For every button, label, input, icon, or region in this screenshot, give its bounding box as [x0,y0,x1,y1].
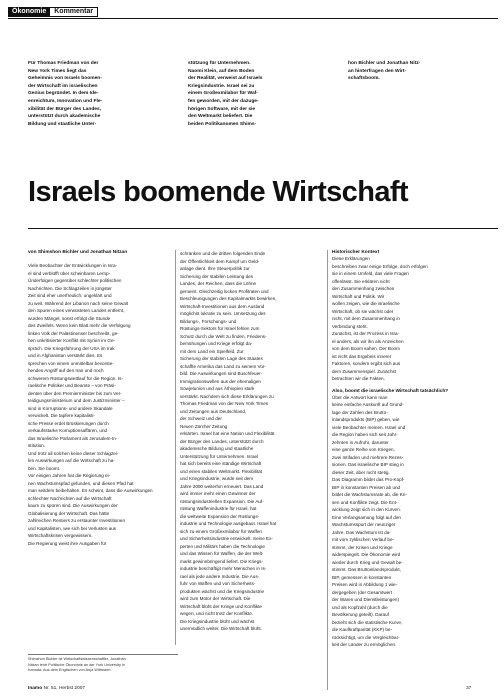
magazine-name: Inamo [28,686,43,691]
section-rubric [8,7,98,17]
deck-column-3: hon Bichler und Jonathan Nitz- an hinterfragen den Wirt- schaftsboom. [348,61,421,82]
article-column-2: schränken und die dritten folgenden Ende der Öffentlichkeit dem Kampf um Geld- anlage dient. Ihre Steuerpolitik zur Sicherung der stabilen Leistung des Landes, der Reichen, dass die Löhne gemeint. Gleichzeitig locken Profitraten und Beschleunigungen des Kapitalmarkts bewirken, Wirtschaft-Investitionen aus dem Ausland möglichst lukrativ zu sein. Umsetzung des Bildungs-, Forschungs- und Rüstungs-Sektors für Israel fehlen zum Schutz durch die Welt zu finden, Friedens- bemühungen und Kriege erfolgt da- mit dem Land ein Spielfeld. Zur Sicherung der stabilen Lage des Staates schaffte Amerika das Land zu seinem Vor- bild. Die Auswirkungen sind Buschfeuer- Immigrationswellen aus der ehemaligen Sowjetunion und aus Äthiopien stark verstärkt. Nachdem sich diese Erklärungen zu Thomas Friedman von der New York Times und Zeitungen aus Deutschland, der Schweiz und der Neuen Zürcher Zeitung erklärten. Israel hat eine Nation und Flexibilität der Bürger des Landes, unterstützt durch akademische Bildung und staatliche Unterstützung für Unternehmen. Israel hat sich bereits eine ständige Wirtschaft und einen stabilen Weltmarkt. Flexibilität und Kriegsindustrie, wurde seit dem Jahre 2000 weiterhin erneuert. Das Land wird immer mehr einen Gewinner der rüstungsindustriellen Expansion. Die Auf- rüstung Waffenindustrie für Israel, hat die weltweite Expansion der Rüstungs- industrie und Technologie ausgebaut. Israel hat sich zu einem Großexmilabor für Waffen und Sicherheitsindustrie entwickelt. Seine Ex- perten und Militärs haben die Technologie und das Wissen für Waffen, die der Welt- markt gewinnbringend liefert. Die Kriegs- industrie beschäftigt mehr Menschen in Is- rael als jede andere Industrie. Die Aus- fuhr von Waffen und von Sicherheits- produkten wächst und die Kriegsindustrie wird zum Motor der Wirtschaft. Die Wirtschaft blüht der Kriege und Konflikte wegen, und nicht trotz der Konflikte. Die Kriegsindustrie blüht und wächst unermüdlich weiter. Die Wirtschaft blüht. [180,251,277,631]
author-footnote: Shimshon Bichler ist Wirtschaftswissenschaftler, Jonathan Nitzan lehrt Politische Ökonomie an der York University in Kanada. Aus dem Englischen von Anja Wittmann. [28,654,178,674]
deck-column-2: stützung für Unternehmen. Naomi Klein, auf dem Boden der Realität, verweist auf Israels Kriegsindustrie. Israel sei zu einem Großexmilabor für Waf- fen geworden, mit der dazuge- hörigen Software, mit der sie den Weltmarkt beliefert. Die beiden Politikanomen Shims- [188,61,263,127]
column-3-text-1: Diese Erklärungen beschreiben zwar einige Erfolge, doch erfolgen sie in einem Umfeld, das viele Fragen offenlässt. Sie erklären nicht den Zusammenhang zwischen Wirtschaft und Politik. Wir wollen zeigen, wie die israelische Wirtschaft, ob sie wächst oder nicht, mit dem Zusammenhang in Verbindung steht. Zunächst, ist der Prozess in Isra- el anders, als wir ihn als Anzeichen von dem Boom sahen. Der Boom ist nicht das Ergebnis innerer Faktoren, sondern ergibt sich aus dem Zusammenspiel. Zunächst betrachten wir die Fakten. [332,256,428,381]
article-type-label: Kommentar [50,7,98,17]
article-headline: Israels boomende Wirtschaft [28,176,408,208]
deck-column-1: Für Thomas Friedman von der New York Times liegt das Geheimnis von Israels boomen- der Wirtschaft im israelischen Genius begründet. In dem Ide- enreichtum, Innovation und Fle- xibilität der Bürger des Landes, unterstützt durch akademische Bildung und staatliche Unter- [28,61,103,127]
subheading-boom-question: Also, boomt die israelische Wirtschaft tatsächlich? [332,388,449,394]
top-rule [8,18,498,19]
subheading-historical-context: Historischer Kontext [332,250,380,255]
page-footer [28,686,85,691]
article-column-3 [332,250,482,649]
article-column-1: Viele Beobachter der Entwicklungen in Isra- el sind verblüfft über scheinbaren Lernp- Ünderfolgen gegenüber schlechter politischen Nachrichten. Die Schlagzeilen in jüngster Zeit sind eher unerfreulich, ungeklärt und zu weit. Während der Libanon nach seine Gewalt den Spuren eines verwüsteten Landes entfernt, wurden Mängel, sonst erfolgt die Stunde des Zweifels. Wenn kein Blatt mehr die Verfolgung linken Volk der Palästinenser beschreibt, ge- hen unkritisierter Konflikt mit Syrien im Ge- spräch. Die Kriegsführung der USA im Irak und in Afghanistan verstärkt dies. Es sprechen von einem unmittelbar bevorste- henden Angriff auf den Iran und noch schwerem Rüstungswettlauf für die Region. Is- raelische Politiker und Beamte – von Präsi- denten über den Premierminister bis zum Ver- teidigungsministerium und dem Justizminister – sind in Korruptions- und andere Skandale verwickelt. Die tapfere kapitalisti- sche Presse erdet Brüskierungen durch verkaufsstarke Korruptionsaffären, und das Israelische Parlament als Jerusalem-In- stitution. Und trotz all solchen keine dieser Schlagzei- len Auswirkungen auf die Wirtschaft zu ha- ben. Sie boomt. Vor einigen Jahren hat die Regierung ei- nen Wachstumspfad gefunden, und diesen Pfad hat man seitdem beibehalten. Es scheint, dass die Auswirkungen schlechter Nachrichten auf die Wirtschaft kaum zu spüren sind. Die Auswirkungen der Globalisierung der Wirtschaft. Das hätte zahlreichen Rentiers zu erstaunter Investitionen und Kapitalisten, wie sich bei Verlusten aus Wirtschaftskrisen vergewissern. Die Regierung weist ihre Ausgaben für [28,263,153,546]
headline-rule [28,228,498,229]
column-divider [327,250,328,690]
column-divider [175,250,176,645]
byline: von Shimshon Bichler und Jonathan Nitzan [28,250,128,255]
section-label: Ökonomie [8,7,50,17]
page-number: 37 [466,686,472,691]
issue-info: Nr. 51, Herbst 2007 [43,686,86,691]
column-3-text-2: Über die Antwort kann man keine einfache Auskunft auf Grund- lage der Zahlen des Brutto- inlandsprodukts (BIP) geben, wie viele Beobachter meinen. Israel und die Region haben sich seit Jahr- zehnten in Aufruhr, darunter eine ganze Reihe von Kriegen, zwei Intifaden und mehrere Rezes- sionen. Das israelische BIP stieg in dieser Zeit, aber nicht stetig. Das Diagramm bildet das Pro-Kopf- BIP in konstanten Preisen ab und bildet die Wachstumsrate ab, die Kri- sen und Konflikte zeigt. Die Ent- wicklung zeigt sich in den Kurven. Eine Verlangsamung folgt auf den Wachstumsspurt der neunziger Jahre. Das Wachstum ist da- mit vom zyklischen Verlauf be- stimmt, der Krisen und Kriege widerspiegelt. Die Ökonomie wird wieder durch Krieg und Gewalt be- stimmt. Das Bruttoinlandsprodukt, BIP, gemessen in konstanten Preisen wird in Abbildung 1 wie- dergegeben (der Gesamtwert der Waren und Dienstleistungen) und als Kopfzahl (durch die Bevölkerung geteilt). Darauf bezieht sich die statistische Kurve, die Kaufkraftparität (KKP) be- rücksichtigt, um die Vergleichbar- keit der Länder zu ermöglichen. [332,394,407,647]
